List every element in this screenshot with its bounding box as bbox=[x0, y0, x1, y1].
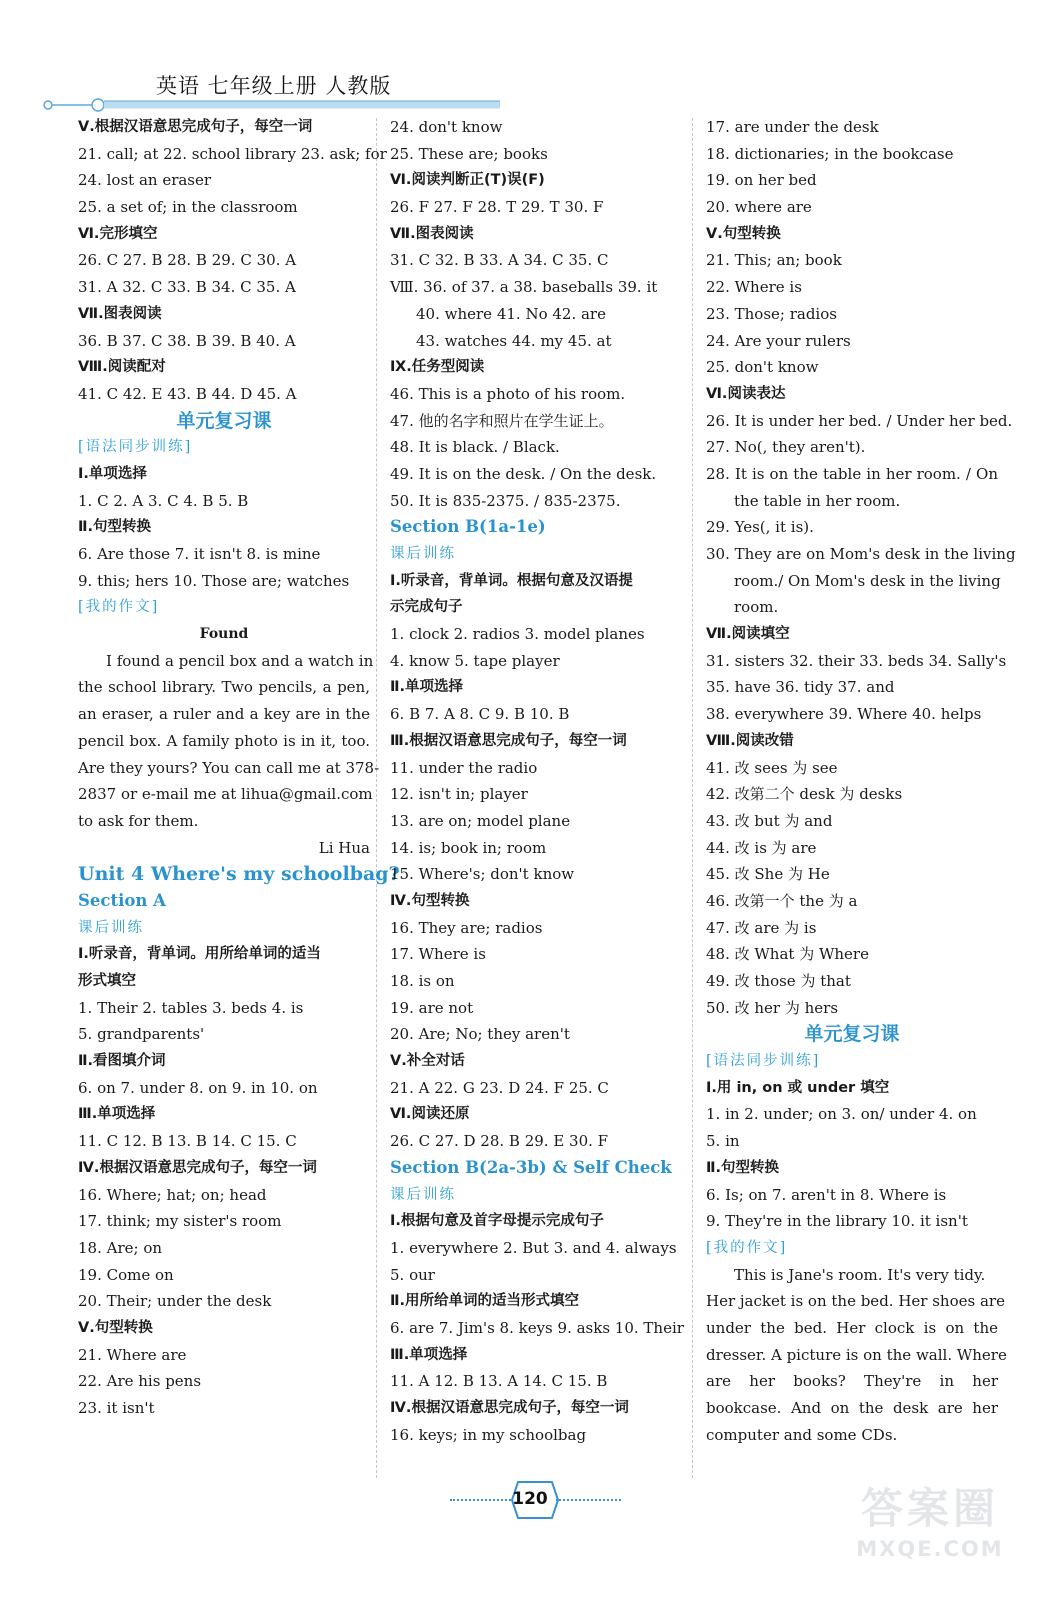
answer-line: This is Jane's room. It's very tidy. bbox=[734, 1265, 986, 1284]
section-heading: Ⅳ.根据汉语意思完成句子，每空一词 bbox=[78, 1159, 317, 1176]
answer-line: 11. under the radio bbox=[390, 758, 538, 777]
answer-line: 48. It is black. / Black. bbox=[390, 438, 560, 457]
answer-line: 25. These are; books bbox=[390, 144, 548, 163]
answer-line: 20. Are; No; they aren't bbox=[390, 1025, 570, 1044]
answer-line: 30. They are on Mom's desk in the living bbox=[706, 545, 1016, 563]
answer-line: 17. are under the desk bbox=[706, 118, 879, 136]
section-heading: Ⅴ.句型转换 bbox=[78, 1319, 153, 1336]
unit-heading: Section A bbox=[78, 890, 166, 910]
answer-line: 1. clock 2. radios 3. model planes bbox=[390, 625, 645, 644]
exercise-tag: 课后训练 bbox=[390, 1186, 456, 1203]
section-heading: Ⅱ.单项选择 bbox=[390, 679, 464, 696]
answer-line: 16. keys; in my schoolbag bbox=[390, 1425, 587, 1444]
answer-line: 46. 改第一个 the 为 a bbox=[706, 891, 858, 910]
section-heading: Ⅴ.补全对话 bbox=[390, 1053, 465, 1070]
answer-line: 45. 改 She 为 He bbox=[706, 865, 830, 884]
answer-line: room. bbox=[734, 598, 779, 617]
answer-line: 20. Their; under the desk bbox=[78, 1292, 272, 1311]
answer-line: 50. It is 835-2375. / 835-2375. bbox=[390, 491, 621, 510]
section-heading: Ⅶ.阅读填空 bbox=[706, 626, 790, 643]
answer-line: 38. everywhere 39. Where 40. helps bbox=[706, 705, 982, 724]
answer-line: 25. don't know bbox=[706, 358, 819, 377]
answer-line: 26. C 27. B 28. B 29. C 30. A bbox=[78, 251, 297, 270]
answer-line: 46. This is a photo of his room. bbox=[390, 384, 626, 403]
section-heading: Ⅵ.阅读还原 bbox=[390, 1106, 470, 1123]
answer-line: 27. No(, they aren't). bbox=[706, 438, 866, 457]
answer-line: 48. 改 What 为 Where bbox=[706, 945, 869, 964]
answer-line: 50. 改 her 为 hers bbox=[706, 998, 839, 1017]
section-heading: Ⅷ.阅读配对 bbox=[78, 359, 166, 376]
section-heading: Ⅰ.听录音，背单词。用所给单词的适当 bbox=[78, 946, 321, 963]
answer-line: Her jacket is on the bed. Her shoes are bbox=[706, 1292, 1005, 1311]
unit-heading: 单元复习课 bbox=[804, 1023, 900, 1046]
answer-line: 47. 改 are 为 is bbox=[706, 918, 817, 937]
section-heading: Ⅵ.阅读判断正(T)误(F) bbox=[390, 172, 545, 189]
exercise-tag: [我的作文] bbox=[78, 599, 160, 616]
answer-line: 28. It is on the table in her room. / On bbox=[706, 464, 998, 483]
answer-line: 26. C 27. D 28. B 29. E 30. F bbox=[390, 1132, 609, 1151]
page-footer bbox=[450, 1478, 620, 1522]
answer-line: 12. isn't in; player bbox=[390, 785, 528, 804]
answer-line: 16. They are; radios bbox=[390, 918, 543, 937]
answer-line: 19. are not bbox=[390, 998, 474, 1017]
book-title: 英语 七年级上册 人教版 bbox=[156, 74, 392, 98]
answer-line: room./ On Mom's desk in the living bbox=[734, 571, 1001, 590]
unit-heading: 单元复习课 bbox=[176, 409, 272, 432]
section-heading: 形式填空 bbox=[78, 973, 136, 989]
answer-line: 31. A 32. C 33. B 34. C 35. A bbox=[78, 278, 296, 297]
section-heading: Ⅵ.完形填空 bbox=[78, 225, 158, 242]
answer-line: dresser. A picture is on the wall. Where bbox=[706, 1345, 1007, 1364]
exercise-tag: [语法同步训练] bbox=[78, 439, 193, 456]
footer-dots-right bbox=[556, 1499, 621, 1501]
section-heading: Ⅰ.根据句意及首字母提示完成句子 bbox=[390, 1213, 604, 1230]
page-number: 120 bbox=[512, 1489, 548, 1509]
answer-line: 23. Those; radios bbox=[706, 304, 837, 323]
section-heading: Ⅶ.图表阅读 bbox=[390, 225, 474, 242]
answer-line: 42. 改第二个 desk 为 desks bbox=[706, 785, 903, 804]
answer-line: the school library. Two pencils, a pen, bbox=[78, 678, 370, 697]
section-heading: Ⅰ.用 in, on 或 under 填空 bbox=[706, 1079, 890, 1096]
answer-line: 1. C 2. A 3. C 4. B 5. B bbox=[78, 491, 249, 510]
answer-line: 18. dictionaries; in the bookcase bbox=[706, 144, 954, 163]
answer-line: computer and some CDs. bbox=[706, 1425, 898, 1444]
answer-line: 43. watches 44. my 45. at bbox=[416, 331, 612, 350]
exercise-tag: [我的作文] bbox=[706, 1239, 788, 1256]
answer-column-2 bbox=[390, 114, 682, 1448]
answer-line: 21. This; an; book bbox=[706, 251, 842, 270]
answer-line: 17. Where is bbox=[390, 945, 486, 964]
section-heading: Ⅳ.根据汉语意思完成句子，每空一词 bbox=[390, 1400, 629, 1416]
section-heading: Ⅲ.单项选择 bbox=[390, 1346, 468, 1363]
section-heading: Ⅶ.图表阅读 bbox=[78, 305, 162, 322]
answer-line: 23. it isn't bbox=[78, 1399, 155, 1417]
watermark-logo: 答案圈 bbox=[860, 1484, 999, 1533]
exercise-tag: [语法同步训练] bbox=[706, 1053, 821, 1070]
answer-line: 5. in bbox=[706, 1132, 740, 1151]
answer-line: 16. Where; hat; on; head bbox=[78, 1185, 267, 1204]
answer-line: 6. Are those 7. it isn't 8. is mine bbox=[78, 545, 321, 563]
answer-line: 44. 改 is 为 are bbox=[706, 838, 817, 857]
answer-line: 25. a set of; in the classroom bbox=[78, 198, 298, 217]
answer-line: 21. A 22. G 23. D 24. F 25. C bbox=[390, 1078, 609, 1097]
answer-line: Ⅷ. 36. of 37. a 38. baseballs 39. it bbox=[390, 278, 658, 297]
section-heading: Ⅸ.任务型阅读 bbox=[390, 359, 485, 376]
answer-line: 31. sisters 32. their 33. beds 34. Sally's bbox=[706, 651, 1007, 670]
page-header bbox=[40, 62, 500, 112]
answer-line: bookcase. And on the desk are her bbox=[706, 1399, 998, 1417]
answer-line: 1. Their 2. tables 3. beds 4. is bbox=[78, 998, 304, 1017]
section-heading: Ⅰ.单项选择 bbox=[78, 465, 147, 482]
answer-line: Found bbox=[199, 626, 249, 643]
unit-heading: Section B(1a-1e) bbox=[390, 517, 546, 537]
header-decoration-line bbox=[40, 98, 500, 112]
exercise-tag: 课后训练 bbox=[390, 546, 456, 562]
answer-line: 22. Are his pens bbox=[78, 1372, 202, 1391]
answer-line: 18. is on bbox=[390, 972, 455, 990]
answer-line: 6. Is; on 7. aren't in 8. Where is bbox=[706, 1185, 947, 1204]
section-heading: Ⅷ.阅读改错 bbox=[706, 732, 794, 749]
answer-line: 1. everywhere 2. But 3. and 4. always bbox=[390, 1238, 677, 1257]
column-divider-1 bbox=[376, 118, 377, 1478]
answer-line: 6. B 7. A 8. C 9. B 10. B bbox=[390, 705, 570, 724]
column-divider-2 bbox=[692, 118, 693, 1478]
section-heading: Ⅱ.句型转换 bbox=[706, 1159, 780, 1176]
answer-line: Are they yours? You can call me at 378- bbox=[78, 758, 380, 777]
answer-line: under the bed. Her clock is on the bbox=[706, 1318, 998, 1337]
section-heading: Ⅱ.看图填介词 bbox=[78, 1053, 166, 1070]
answer-line: 6. on 7. under 8. on 9. in 10. on bbox=[78, 1078, 318, 1097]
answer-line: 21. Where are bbox=[78, 1345, 187, 1364]
answer-line: 11. A 12. B 13. A 14. C 15. B bbox=[390, 1372, 608, 1391]
answer-line: 4. know 5. tape player bbox=[390, 651, 560, 670]
answer-line: 26. F 27. F 28. T 29. T 30. F bbox=[390, 198, 604, 217]
answer-line: 13. are on; model plane bbox=[390, 811, 571, 830]
watermark-site: MXQE.COM bbox=[856, 1537, 1004, 1561]
answer-line: 9. this; hers 10. Those are; watches bbox=[78, 571, 350, 590]
answer-line: I found a pencil box and a watch in bbox=[106, 651, 374, 670]
answer-line: 20. where are bbox=[706, 198, 812, 217]
answer-line: 19. on her bed bbox=[706, 171, 817, 190]
answer-line: 18. Are; on bbox=[78, 1238, 163, 1257]
answer-line: 24. lost an eraser bbox=[78, 171, 212, 190]
answer-line: 49. 改 those 为 that bbox=[706, 972, 851, 990]
answer-line: 2837 or e-mail me at lihua@gmail.com bbox=[78, 785, 373, 804]
answer-line: 47. 他的名字和照片在学生证上。 bbox=[390, 411, 614, 430]
unit-heading: Section B(2a-3b) & Self Check bbox=[390, 1157, 672, 1177]
answer-line: 5. grandparents' bbox=[78, 1025, 205, 1044]
answer-line: 24. don't know bbox=[390, 118, 503, 136]
answer-line: 24. Are your rulers bbox=[706, 331, 851, 350]
answer-column-1 bbox=[78, 114, 400, 1422]
answer-line: 29. Yes(, it is). bbox=[706, 518, 814, 537]
watermark bbox=[842, 1482, 1018, 1570]
answer-line: 21. call; at 22. school library 23. ask; for bbox=[78, 144, 387, 163]
answer-line: 41. C 42. E 43. B 44. D 45. A bbox=[78, 384, 297, 403]
answer-line: 35. have 36. tidy 37. and bbox=[706, 678, 895, 697]
section-heading: Ⅴ.句型转换 bbox=[706, 225, 781, 242]
answer-line: 43. 改 but 为 and bbox=[706, 811, 833, 830]
answer-line: 19. Come on bbox=[78, 1265, 174, 1284]
section-heading: Ⅲ.根据汉语意思完成句子，每空一词 bbox=[390, 732, 627, 749]
answer-line: 15. Where's; don't know bbox=[390, 865, 575, 884]
answer-line: pencil box. A family photo is in it, too. bbox=[78, 731, 370, 750]
section-heading: Ⅴ.根据汉语意思完成句子，每空一词 bbox=[78, 119, 313, 135]
answer-line: 11. C 12. B 13. B 14. C 15. C bbox=[78, 1132, 297, 1151]
answer-line: to ask for them. bbox=[78, 811, 199, 830]
section-heading: Ⅰ.听录音，背单词。根据句意及汉语提 bbox=[390, 572, 633, 589]
answer-line: 41. 改 sees 为 see bbox=[706, 758, 838, 777]
answer-line: 9. They're in the library 10. it isn't bbox=[706, 1212, 968, 1231]
answer-line: 26. It is under her bed. / Under her bed. bbox=[706, 411, 1013, 430]
answer-column-3 bbox=[706, 114, 1016, 1448]
answer-line: 5. our bbox=[390, 1265, 435, 1284]
answer-line: Li Hua bbox=[318, 838, 370, 857]
section-heading: Ⅵ.阅读表达 bbox=[706, 385, 786, 402]
unit-heading: Unit 4 Where's my schoolbag? bbox=[78, 863, 400, 886]
section-heading: Ⅲ.单项选择 bbox=[78, 1106, 156, 1123]
section-heading: 示完成句子 bbox=[390, 599, 463, 616]
answer-line: 14. is; book in; room bbox=[390, 838, 547, 857]
section-heading: Ⅳ.句型转换 bbox=[390, 892, 470, 909]
answer-line: 49. It is on the desk. / On the desk. bbox=[390, 464, 657, 483]
answer-line: 36. B 37. C 38. B 39. B 40. A bbox=[78, 331, 296, 350]
answer-line: 1. in 2. under; on 3. on/ under 4. on bbox=[706, 1105, 977, 1124]
answer-line: 17. think; my sister's room bbox=[78, 1212, 282, 1231]
section-heading: Ⅱ.句型转换 bbox=[78, 519, 152, 536]
answer-line: an eraser, a ruler and a key are in the bbox=[78, 705, 370, 724]
answer-line: 31. C 32. B 33. A 34. C 35. C bbox=[390, 251, 609, 270]
section-heading: Ⅱ.用所给单词的适当形式填空 bbox=[390, 1293, 580, 1310]
answer-line: 22. Where is bbox=[706, 278, 802, 297]
answer-line: are her books? They're in her bbox=[706, 1372, 998, 1391]
answer-line: the table in her room. bbox=[734, 491, 901, 510]
answer-line: 40. where 41. No 42. are bbox=[416, 304, 606, 323]
answer-line: 6. are 7. Jim's 8. keys 9. asks 10. Their bbox=[390, 1318, 684, 1337]
exercise-tag: 课后训练 bbox=[78, 919, 144, 936]
